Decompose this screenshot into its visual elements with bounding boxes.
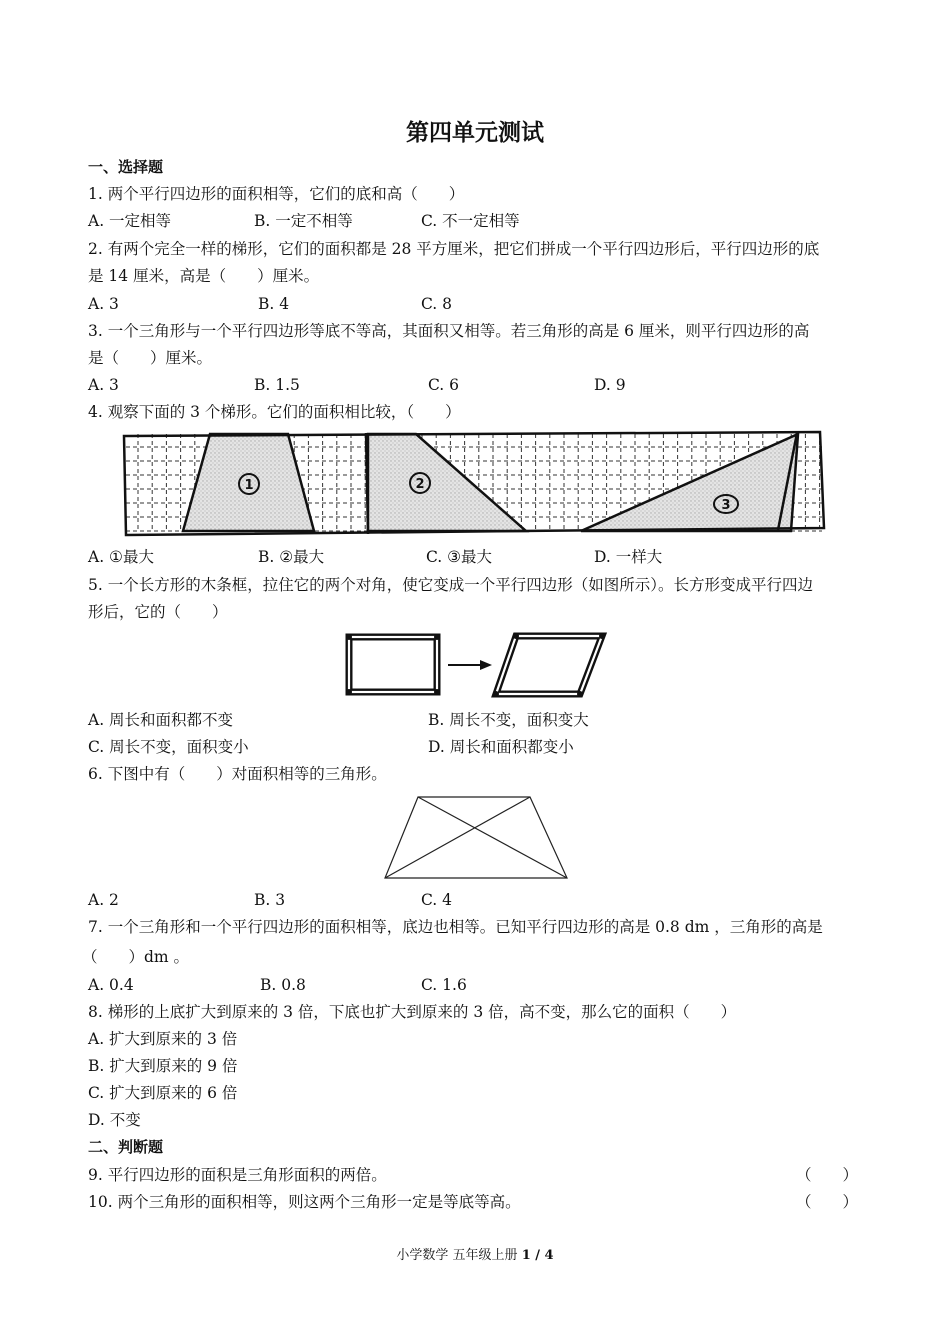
q3-option-c: C. 6 <box>428 376 460 394</box>
q8-option-d: D. 不变 <box>88 1111 141 1129</box>
svg-text:2: 2 <box>415 477 425 492</box>
q5-option-a: A. 周长和面积都不变 <box>88 711 234 729</box>
q8-option-a: A. 扩大到原来的 3 倍 <box>88 1030 238 1048</box>
q8-option-c: C. 扩大到原来的 6 倍 <box>88 1084 238 1102</box>
q6-option-c: C. 4 <box>421 891 453 909</box>
q4-option-c: C. ③最大 <box>426 548 493 566</box>
q6-option-b: B. 3 <box>254 891 286 909</box>
footer-text: 小学数学 五年级上册 <box>396 1248 522 1263</box>
q4-option-b: B. ②最大 <box>258 548 325 566</box>
question-5-line1: 5. 一个长方形的木条框，拉住它的两个对角，使它变成一个平行四边形（如图所示）。长方形变成平行四边 <box>88 576 813 594</box>
question-1: 1. 两个平行四边形的面积相等，它们的底和高（ ） <box>88 185 465 203</box>
q7-option-b: B. 0.8 <box>260 976 306 994</box>
q3-option-d: D. 9 <box>594 376 626 394</box>
question-7-line1: 7. 一个三角形和一个平行四边形的面积相等，底边也相等。已知平行四边形的高是 0.8 dm ，三角形的高是 <box>88 918 823 936</box>
question-3-line2: 是（ ）厘米。 <box>88 349 213 367</box>
svg-text:1: 1 <box>244 478 254 493</box>
q3-option-a: A. 3 <box>88 376 119 394</box>
trapezoids-grid-figure <box>118 428 830 540</box>
q4-option-a: A. ①最大 <box>88 548 154 566</box>
q7-option-a: A. 0.4 <box>88 976 134 994</box>
q2-option-b: B. 4 <box>258 295 290 313</box>
question-9: 9. 平行四边形的面积是三角形面积的两倍。 <box>88 1166 387 1184</box>
q5-option-d: D. 周长和面积都变小 <box>428 738 574 756</box>
page-title: 第四单元测试 <box>406 120 544 146</box>
trapezoid-diagonals-figure <box>380 792 572 884</box>
section-heading-judge: 二、判断题 <box>88 1138 164 1156</box>
frame-transform-figure <box>340 628 612 704</box>
question-2-line2: 是 14 厘米，高是（ ）厘米。 <box>88 267 320 285</box>
q8-option-b: B. 扩大到原来的 9 倍 <box>88 1057 238 1075</box>
question-4: 4. 观察下面的 3 个梯形。它们的面积相比较，（ ） <box>88 403 461 421</box>
question-5-line2: 形后，它的（ ） <box>88 603 228 621</box>
q5-option-c: C. 周长不变，面积变小 <box>88 738 249 756</box>
q5-option-b: B. 周长不变，面积变大 <box>428 711 589 729</box>
page-number: 1 / 4 <box>521 1248 554 1263</box>
q2-option-c: C. 8 <box>421 295 453 313</box>
question-3-line1: 3. 一个三角形与一个平行四边形等底不等高，其面积又相等。若三角形的高是 6 厘米，则平行四边形的高 <box>88 322 810 340</box>
q7-option-c: C. 1.6 <box>421 976 467 994</box>
q6-option-a: A. 2 <box>88 891 119 909</box>
question-2-line1: 2. 有两个完全一样的梯形，它们的面积都是 28 平方厘米，把它们拼成一个平行四边形后，平行四边形的底 <box>88 240 820 258</box>
q1-option-c: C. 不一定相等 <box>421 212 520 230</box>
q3-option-b: B. 1.5 <box>254 376 300 394</box>
question-10: 10. 两个三角形的面积相等，则这两个三角形一定是等底等高。 <box>88 1193 521 1211</box>
page-footer <box>0 1244 950 1263</box>
question-6: 6. 下图中有（ ）对面积相等的三角形。 <box>88 765 387 783</box>
q10-answer-blank[interactable]: （ ） <box>796 1193 859 1211</box>
q1-option-b: B. 一定不相等 <box>254 212 353 230</box>
q4-option-d: D. 一样大 <box>594 548 663 566</box>
question-8: 8. 梯形的上底扩大到原来的 3 倍，下底也扩大到原来的 3 倍，高不变，那么它的面积（ ） <box>88 1003 737 1021</box>
q2-option-a: A. 3 <box>88 295 119 313</box>
q9-answer-blank[interactable]: （ ） <box>796 1166 859 1184</box>
svg-text:3: 3 <box>721 498 731 513</box>
q1-option-a: A. 一定相等 <box>88 212 172 230</box>
section-heading-choice: 一、选择题 <box>88 158 164 176</box>
question-7-line2: （ ）dm 。 <box>82 948 190 966</box>
